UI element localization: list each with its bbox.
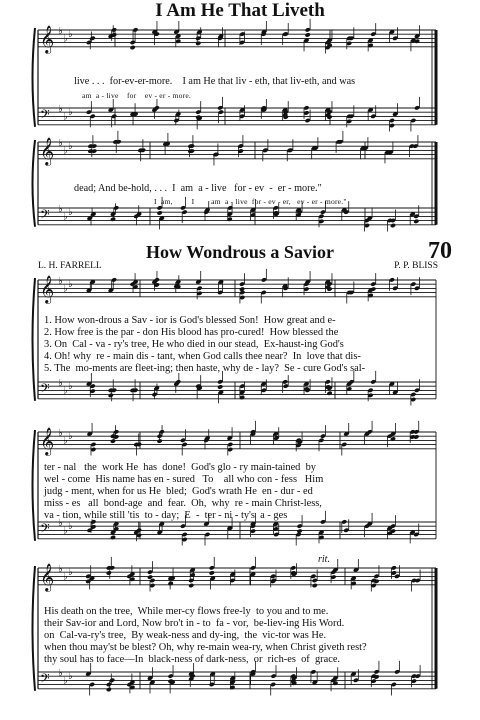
flat-icon: ♭ xyxy=(58,104,63,115)
hymn-title: How Wondrous a Savior xyxy=(146,242,334,262)
flat-icon: ♭ xyxy=(63,111,68,123)
flat-icon: ♭ xyxy=(68,141,73,152)
note-head xyxy=(312,583,318,588)
note-head xyxy=(217,384,223,389)
flat-icon: ♭ xyxy=(68,207,73,218)
lyric-line: dead; And be-hold, . . . I am a - live for - ev - er - more." xyxy=(74,183,322,194)
treble-clef-icon: 𝄞 xyxy=(40,25,55,53)
note-head xyxy=(108,393,114,398)
note-head xyxy=(305,32,311,37)
lyric-line: live . . . for-ev-er-more. I am He that liv - eth, that liv-eth, and was xyxy=(74,76,356,87)
flat-icon: ♭ xyxy=(68,381,73,392)
verse-line: 5. The mo-ments are fleet-ing; then haste, why de - lay? Se - cure God's sal- xyxy=(44,363,366,374)
flat-icon: ♭ xyxy=(63,211,68,223)
hymn-title: I Am He That Liveth xyxy=(155,0,325,21)
bass-clef-icon: 𝄢 xyxy=(40,521,50,539)
treble-clef-icon: 𝄞 xyxy=(40,137,55,165)
treble-clef-icon: 𝄞 xyxy=(40,275,55,303)
brace-icon xyxy=(33,140,36,227)
flat-icon: ♭ xyxy=(68,279,73,290)
verse-line: 3. On Cal - va - ry's tree, He who died in our stead, Ex-haust-ing God's xyxy=(44,339,344,350)
verse-line: 4. Oh! why re - main dis - tant, when God calls thee near? In love that dis- xyxy=(44,351,361,362)
treble-clef-icon: 𝄞 xyxy=(40,427,55,455)
verse-line: va - tion, while still 'tis to - day; E - ter - ni - ty's a - ges xyxy=(44,510,288,521)
note-head xyxy=(209,570,215,575)
note-head xyxy=(390,223,396,228)
note-head xyxy=(413,219,419,224)
flat-icon: ♭ xyxy=(68,671,73,682)
flat-icon: ♭ xyxy=(58,428,63,439)
flat-icon: ♭ xyxy=(58,26,63,37)
flat-icon: ♭ xyxy=(58,276,63,287)
verse-line: ter - nal the work He has done! God's glo - ry main-tained by xyxy=(44,462,316,473)
note-head xyxy=(130,45,136,50)
verse-line: 1. How won-drous a Sav - ior is God's blessed Son! How great and e- xyxy=(44,315,336,326)
verse-line: His death on the tree, While mer-cy flows free-ly to you and to me. xyxy=(44,606,329,617)
note-head xyxy=(110,535,116,540)
flat-icon: ♭ xyxy=(63,571,68,583)
flat-icon: ♭ xyxy=(68,521,73,532)
verse-line: when thou may'st be blest? Oh, why re-main wea-ry, when Christ giveth rest? xyxy=(44,642,367,653)
brace-icon xyxy=(33,430,36,541)
treble-clef-icon: 𝄞 xyxy=(40,563,55,591)
flat-icon: ♭ xyxy=(58,204,63,215)
note-head xyxy=(188,583,194,588)
note-head xyxy=(326,391,332,396)
brace-icon xyxy=(33,28,36,127)
bass-clef-icon: 𝄢 xyxy=(40,107,50,125)
flat-icon: ♭ xyxy=(63,385,68,397)
verse-line: miss - es all bond-age and fear. Oh, why re - main Christ-less, xyxy=(44,498,322,509)
flat-icon: ♭ xyxy=(58,518,63,529)
note-head xyxy=(110,438,116,443)
ritardando-mark: rit. xyxy=(318,554,330,565)
flat-icon: ♭ xyxy=(58,378,63,389)
note-head xyxy=(157,210,163,215)
verse-line: on Cal-va-ry's tree, By weak-ness and dy-ing, the vic-tor was He. xyxy=(44,630,327,641)
lyric-line-small: I am, I am a - live for - ev - er, ev - er - more." xyxy=(154,197,347,206)
note-head xyxy=(110,217,116,222)
verse-line: thy soul has to face—In black-ness of dark-ness, or rich-es of grace. xyxy=(44,654,341,665)
note-head xyxy=(168,581,174,586)
flat-icon: ♭ xyxy=(68,29,73,40)
flat-icon: ♭ xyxy=(63,283,68,295)
verse-line: judg - ment, when for us He bled; God's wrath He en - dur - ed xyxy=(44,486,313,497)
music-credit: P. P. BLISS xyxy=(394,261,438,271)
bass-clef-icon: 𝄢 xyxy=(40,207,50,225)
flat-icon: ♭ xyxy=(63,525,68,537)
note-head xyxy=(106,570,112,575)
verse-line: wel - come His name has en - sured To all who con - fess Him xyxy=(44,474,324,485)
flat-icon: ♭ xyxy=(58,668,63,679)
words-credit: L. H. FARRELL xyxy=(38,261,102,271)
flat-icon: ♭ xyxy=(63,675,68,687)
hymn-number: 70 xyxy=(428,238,452,264)
flat-icon: ♭ xyxy=(58,564,63,575)
verse-line: their Sav-ior and Lord, Now bro't in - to fa - vor, be-liev-ing His Word. xyxy=(44,618,345,629)
flat-icon: ♭ xyxy=(68,431,73,442)
flat-icon: ♭ xyxy=(58,138,63,149)
lyric-line-small: am a - live for ev - er - more. xyxy=(82,91,192,100)
flat-icon: ♭ xyxy=(63,435,68,447)
note-head xyxy=(195,41,201,46)
verse-line: 2. How free is the par - don His blood has pro-cured! How blessed the xyxy=(44,327,339,338)
flat-icon: ♭ xyxy=(63,33,68,45)
brace-icon xyxy=(33,566,36,691)
bass-clef-icon: 𝄢 xyxy=(40,381,50,399)
bass-clef-icon: 𝄢 xyxy=(40,671,50,689)
note-head xyxy=(106,687,112,692)
brace-icon xyxy=(33,278,36,401)
flat-icon: ♭ xyxy=(63,145,68,157)
flat-icon: ♭ xyxy=(68,107,73,118)
flat-icon: ♭ xyxy=(68,567,73,578)
